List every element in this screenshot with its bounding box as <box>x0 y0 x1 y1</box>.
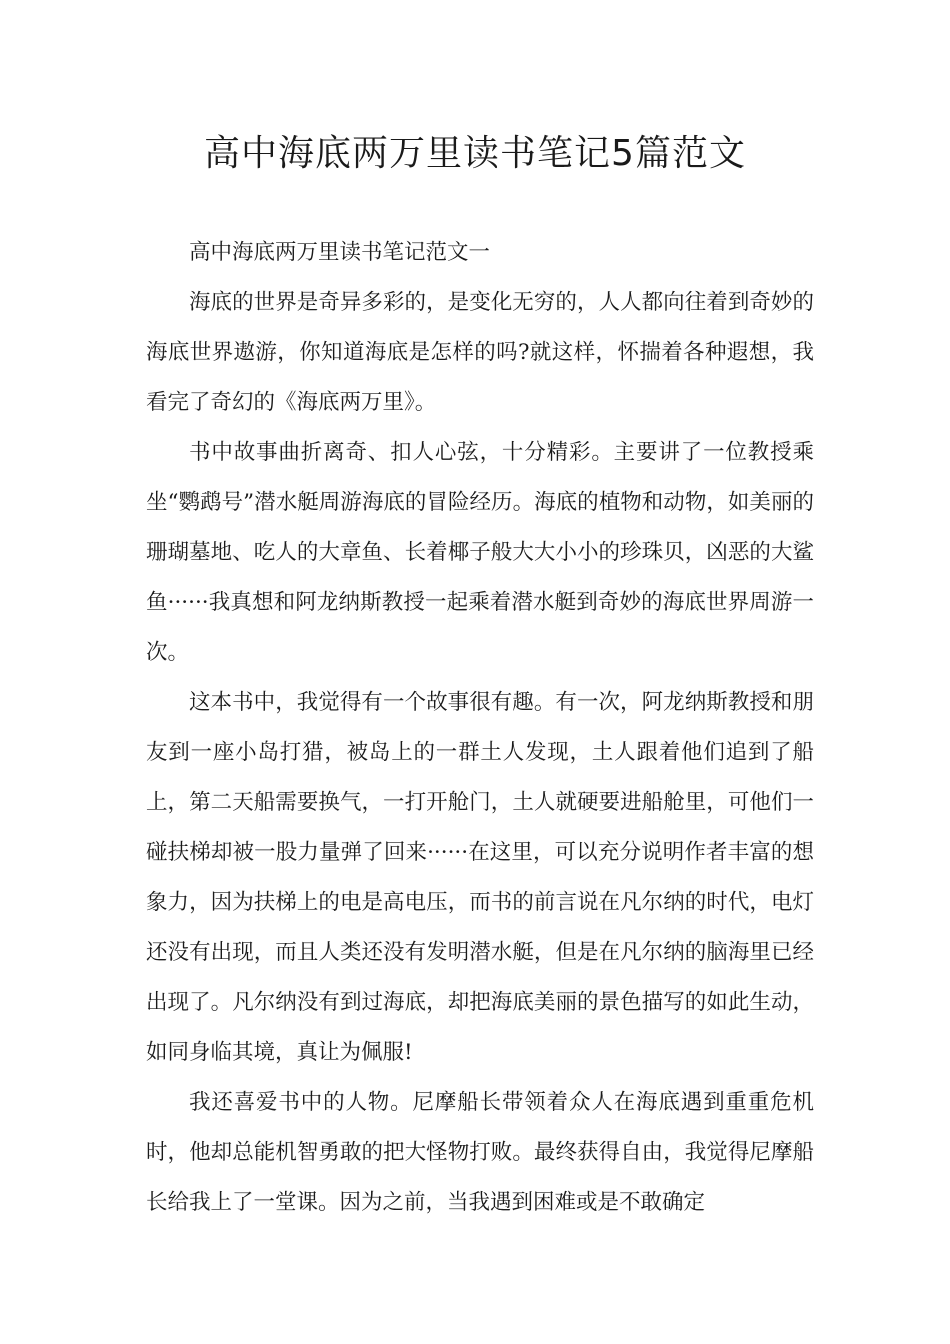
paragraph: 这本书中，我觉得有一个故事很有趣。有一次，阿龙纳斯教授和朋友到一座小岛打猎，被岛上的一群土人发现，土人跟着他们追到了船上，第二天船需要换气，一打开舱门，土人就硬要进船舱里，可他们一碰扶梯却被一股力量弹了回来······在这里，可以充分说明作者丰富的想象力，因为扶梯上的电是高电压，而书的前言说在凡尔纳的时代，电灯还没有出现，而且人类还没有发明潜水艇，但是在凡尔纳的脑海里已经出现了。凡尔纳没有到过海底，却把海底美丽的景色描写的如此生动，如同身临其境，真让为佩服! <box>146 690 814 1065</box>
section-heading: 高中海底两万里读书笔记范文一 <box>189 240 491 265</box>
document-title: 高中海底两万里读书笔记5篇范文 <box>204 133 746 174</box>
paragraph: 我还喜爱书中的人物。尼摩船长带领着众人在海底遇到重重危机时，他却总能机智勇敢的把大怪物打败。最终获得自由，我觉得尼摩船长给我上了一堂课。因为之前，当我遇到困难或是不敢确定 <box>146 1090 814 1215</box>
paragraph: 海底的世界是奇异多彩的，是变化无穷的，人人都向往着到奇妙的海底世界遨游，你知道海底是怎样的吗?就这样，怀揣着各种遐想，我看完了奇幻的《海底两万里》。 <box>146 290 814 415</box>
paragraph: 书中故事曲折离奇、扣人心弦，十分精彩。主要讲了一位教授乘坐“鹦鹉号”潜水艇周游海底的冒险经历。海底的植物和动物，如美丽的珊瑚墓地、吃人的大章鱼、长着椰子般大大小小的珍珠贝，凶恶的大鲨鱼······我真想和阿龙纳斯教授一起乘着潜水艇到奇妙的海底世界周游一次。 <box>146 440 814 665</box>
document-body <box>146 228 814 1228</box>
